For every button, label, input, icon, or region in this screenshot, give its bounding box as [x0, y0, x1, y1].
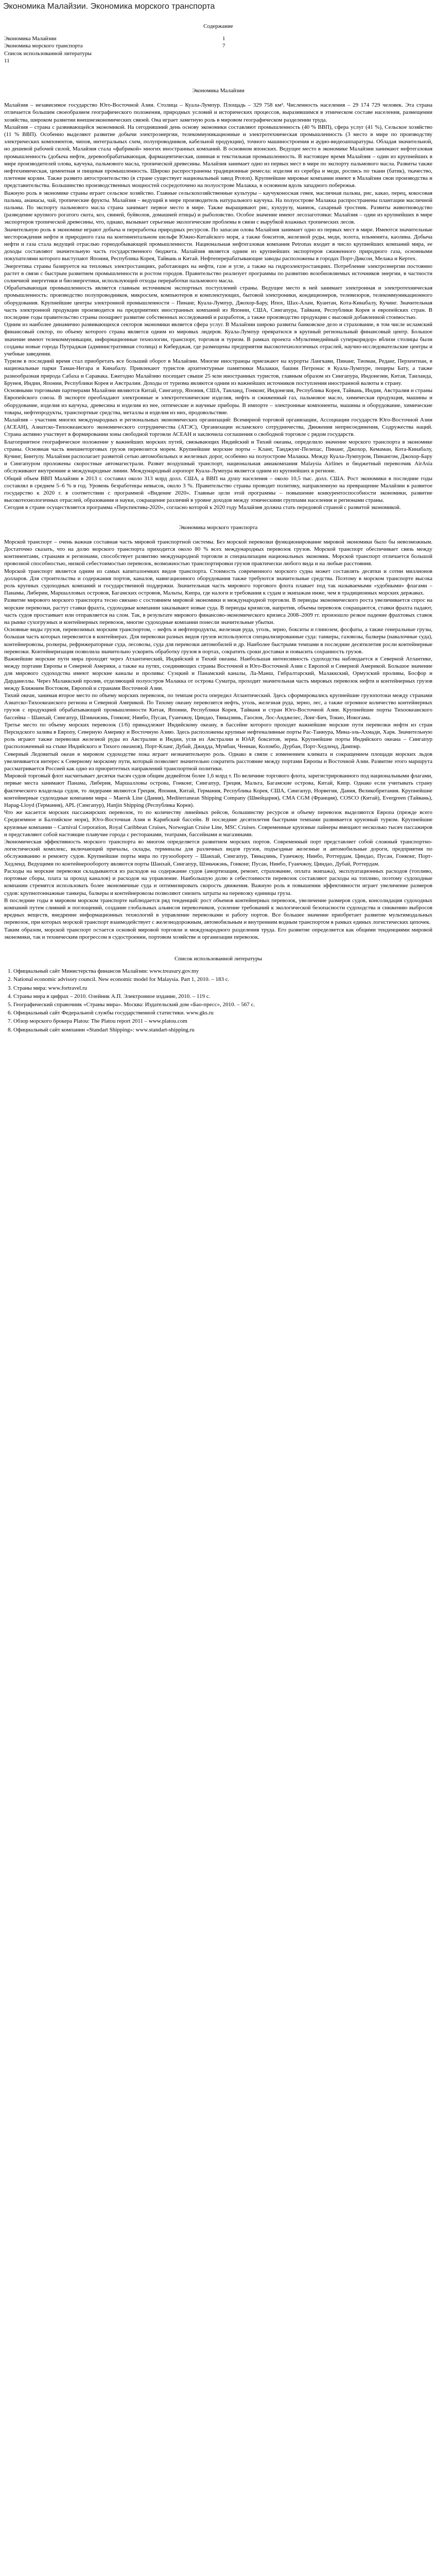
paragraph: Малайзия – независимое государство Юго-Восточной Азии. Столица – Куала-Лумпур. Площадь – 329 758 км². Численность населения – 29 174 729 человек. Эта страна отличается большим своеобразием географического положения, природных условий и исторических процессов, выразившимся в этническом составе населения, размещении хозяйства, широком развитии внешнеэкономических связей. Она играет заметную роль в мировом географическом разделении труда.: [4, 102, 432, 123]
reference-item: 7. Обзор морского брокера Platou: The Platou report 2011 – www.platou.com: [13, 1018, 432, 1025]
paragraph: Важную роль в экономике страны играет сельское хозяйство. Главные сельскохозяйственные культуры – каучуконосная гевея, масличная пальма, рис, какао, перец, кокосовая пальма, ананасы, чай, тропические фрукты. Малайзия – ведущий в мире производитель натурального каучука. На полуострове Малакка распространены плантации масличной пальмы. По экспорту пальмового масла страна занимает первое место в мире. Также выращивают рис, кукурузу, маниок, сахарный тростник. Развиты животноводство (разведение крупного рогатого скота, коз, свиней, буйволов, домашней птицы) и рыболовство. Особое значение имеют лесозаготовки: Малайзия – один из крупнейших в мире экспортеров тропической древесины, что, однако, вызывает серьезные экологические проблемы в связи с вырубкой влажных тропических лесов.: [4, 190, 432, 226]
toc-label: Экономика Малайзии: [4, 36, 57, 42]
toc-label: Список использованной литературы: [4, 50, 92, 57]
paragraph: В последние годы в мировом морском транспорте наблюдается ряд тенденций: рост объемов контейнерных перевозок, увеличение размеров судов, консолидация судоходных компаний путем слияний и поглощений, создание глобальных альянсов перевозчиков, усиление требований к экологической безопасности судоходства и снижению выбросов вредных веществ, внедрение информационных технологий в управление перевозками и работу портов. Все большее значение приобретает развитие мультимодальных перевозок, при которых морской транспорт взаимодействует с железнодорожным, автомобильным и внутренним водным транспортом в рамках единых логистических цепочек.: [4, 897, 432, 926]
table-of-contents: [4, 35, 432, 64]
paragraph: Одним из наиболее динамично развивающихся секторов экономики является сфера услуг. В Малайзии широко развиты банковское дело и страхование, в том числе исламский финансовый сектор, по объему которого страна является одним из мировых лидеров. Куала-Лумпур превратился в крупный региональный финансовый центр. Большое значение имеют телекоммуникации, информационные технологии, транспорт, торговля и туризм. В рамках проекта «Мультимедийный суперкоридор» вблизи столицы были созданы новые города Путраджая (административная столица) и Киберджая, где размещены предприятия высокотехнологичных отраслей, научно-исследовательские центры и учебные заведения.: [4, 321, 432, 358]
toc-heading: Содержание: [203, 23, 233, 29]
reference-item: 3. Страны мира: www.fortravel.ru: [13, 985, 432, 992]
toc-page-number-overflow: 11: [4, 57, 10, 64]
paragraph: Морской транспорт является одним из самых капиталоемких видов транспорта. Стоимость современного морского судна может составлять десятки и сотни миллионов долларов. Для строительства и содержания портов, каналов, навигационного оборудования также требуются значительные средства. Поэтому в морском транспорте высока роль крупных судоходных компаний и государственной поддержки. Значительная часть мирового торгового флота плавает под так называемыми «удобными» флагами – Панамы, Либерии, Маршалловых островов, Багамских островов, Мальты, Кипра, где налоги и требования к судам и экипажам ниже, чем в традиционных морских державах.: [4, 568, 432, 597]
section-heading-malaysia: Экономика Малайзии: [192, 87, 245, 94]
paragraph: Экономическая эффективность морского транспорта во многом определяется развитием морских портов. Современный порт представляет собой сложный транспортно-логистический комплекс, включающий причалы, склады, терминалы для различных видов грузов, подъездные железные и автомобильные дороги, предприятия по обслуживанию и ремонту судов. Крупнейшие порты мира по грузообороту – Шанхай, Сингапур, Тяньцзинь, Гуанчжоу, Нинбо, Роттердам, Циндао, Пусан, Гонконг, Порт-Хедленд. Ведущими по контейнерообороту являются порты Шанхай, Сингапур, Шэньчжэнь, Гонконг, Пусан, Нинбо, Гуанчжоу, Циндао, Дубай, Роттердам.: [4, 839, 432, 867]
paragraph: Туризм в последний время стал приобретать все больший оборот в Малайзии. Многие иностранцы приезжают на курорты Лангкави, Пинанг, Тиоман, Реданг, Перхентиан, в национальные парки Таман-Негара и Кинабалу. Привлекают туристов архитектурные памятники Малакки, башни Петронас в Куала-Лумпуре, пещеры Бату, а также разнообразная природа Сабаха и Саравака. Ежегодно Малайзию посещает свыше 25 млн иностранных туристов, главным образом из Сингапура, Индонезии, Китая, Таиланда, Брунея, Индии, Японии, Республики Корея и Австралии. Доходы от туризма являются одним из важнейших источников поступления иностранной валюты в страну.: [4, 358, 432, 386]
paragraph: Общий объем ВВП Малайзии в 2013 г. составил около 313 млрд долл. США, а ВВП на душу населения – около 10,5 тыс. долл. США. Рост экономики в последние годы составлял в среднем 5–6 % в год. Уровень безработицы невысок, около 3 %. Правительство страны проводит политику, направленную на превращение Малайзии в развитое государство к 2020 г. в соответствии с программой «Видение 2020». Главные цели этой программы – повышение конкурентоспособности экономики, развитие высокотехнологичных отраслей, образования и науки, сокращение различий в уровне доходов между этническими группами населения и регионами страны.: [4, 475, 432, 504]
paragraph: Малайзия – страна с развивающейся экономикой. На сегодняшний день основу экономики составляют промышленность (40 % ВВП), сфера услуг (41 %), Сельское хозяйство (11 % ВВП). Особенно выделяют развитие добычи электроэнергии, телекоммуникационные и электротехническая промышленность (3 место в мире по производству электрических компонентов, чипов, интегральных схем, полупроводников, кабельной продукции), точного машиностроения и аудио-видеоаппаратуры. Обладая значительной, но дешевой рабочей силой, Малайзия стала «фабрикой» многих иностранных компаний. В основном японских. Ведущее место в экономике Малайзии занимают нефтегазовая промышленность (добыча нефти, деревообрабатывающая, фармацевтическая, шинная и текстильная промышленность. В настоящее время Малайзия – один из крупнейших в мире производителей олова, каучука, пальмового масла, тропической древесины. Малайзия занимает одно из первых мест в мире по экспорту пальмового масла. Развиты также нефтехимическая, цементная и пищевая промышленность. Широко распространены традиционные ремесла: изделия из серебра и меди, роспись по ткани (батик), ткачество, плетение корзин. Также развито автостроительство (в стране существует национальный завод Proton). Крупнейшие мировые компании имеют в Малайзии свои производства и представительства. Большинство производственных мощностей сосредоточено на полуострове Малакка, в основном вдоль западного побережья.: [4, 124, 432, 189]
paragraph: Третье место по объему морских перевозок (1/6) принадлежит Индийскому океану, в бассейне которого проходят важнейшие морские пути перевозки нефти из стран Персидского залива в Европу, Северную Америку и Восточную Азию. Здесь расположены крупные нефтеналивные порты Рас-Таннура, Мина-эль-Ахмади, Харк. Значительную роль играют также перевозки железной руды из Австралии и Индии, угля из Австралии и ЮАР, бокситов, зерна. Крупнейшие порты Индийского океана – Сингапур (расположенный на стыке Индийского и Тихого океанов), Порт-Кланг, Дубай, Джидда, Мумбаи, Ченнаи, Коломбо, Дурбан, Порт-Хедленд, Дампир.: [4, 721, 432, 750]
paragraph: Развитие мирового морского транспорта тесно связано с состоянием мировой экономики и международной торговли. В периоды экономического роста увеличивается спрос на морские перевозки, растут ставки фрахта, судоходные компании заказывают новые суда. В периоды кризисов, напротив, объемы перевозок сокращаются, ставки фрахта падают, часть судов простаивает или отправляется на слом. Так, в результате мирового финансово-экономического кризиса 2008–2009 гг. произошло резкое падение фрахтовых ставок на рынке сухогрузных и контейнерных перевозок, многие судоходные компании понесли значительные убытки.: [4, 597, 432, 625]
references-list: [4, 968, 432, 1033]
toc-row: [4, 35, 432, 42]
reference-item: 1. Официальный сайт Министерства финансов Малайзии: www.treasury.gov.my: [13, 968, 432, 975]
paragraph: Морской транспорт – очень важная составная часть мировой транспортной системы. Без морской перевозки функционирование мировой экономики было бы невозможным. Достаточно сказать, что на долю морского транспорта приходится около 80 % всех международных перевозок грузов. Морской транспорт обеспечивает связь между континентами, странами и регионами, способствует развитию международной торговли и специализации национальных экономик. Морской транспорт отличается большой провозной способностью, низкой себестоимостью перевозок, возможностью транспортировки грузов практически любого вида и на любые расстояния.: [4, 538, 432, 567]
toc-page-number: 7: [222, 43, 225, 49]
document-body: [4, 19, 432, 1035]
section-body-maritime: [4, 538, 432, 941]
paragraph: Таким образом, морской транспорт остается основой мировой торговли и международного разделения труда. Его развитие определяется как общими тенденциями мировой экономики, так и техническим прогрессом в судостроении, портовом хозяйстве и организации перевозок.: [4, 926, 432, 940]
paragraph: Важнейшие морские пути мира проходят через Атлантический, Индийский и Тихий океаны. Наибольшая интенсивность судоходства наблюдается в Северной Атлантике, между портами Европы и Северной Америки, а также на путях, соединяющих страны Восточной и Юго-Восточной Азии с Европой и Северной Америкой. Большое значение для мирового судоходства имеют морские каналы и проливы: Суэцкий и Панамский каналы, Ла-Манш, Гибралтарский, Малаккский, Ормузский проливы, Босфор и Дарданеллы. Через Малаккский пролив, отделяющий полуостров Малакка от острова Суматра, проходит значительная часть мировых перевозок нефти и контейнерных грузов между Ближним Востоком, Европой и странами Восточной Азии.: [4, 656, 432, 691]
reference-item: 8. Официальный сайт компании «Standart Shipping»: www.standart-shipping.ru: [13, 1026, 432, 1033]
toc-row: [4, 42, 432, 49]
paragraph: Тихий океан, занимая второе место по объему морских перевозок, по темпам роста опередил Атлантический. Здесь сформировались крупнейшие грузопотоки между странами Азиатско-Тихоокеанского региона и Северной Америкой. По Тихому океану перевозятся нефть, уголь, железная руда, зерно, лес, а также огромное количество контейнерных грузов с продукцией обрабатывающей промышленности Китая, Японии, Республики Корея, Тайваня и стран Юго-Восточной Азии. Крупнейшие порты Тихоокеанского бассейна – Шанхай, Сингапур, Шэньчжэнь, Гонконг, Нинбо, Пусан, Гуанчжоу, Циндао, Тяньцзинь, Гаосюн, Лос-Анджелес, Лонг-Бич, Токио, Иокогама.: [4, 692, 432, 721]
paragraph: Энергетика страны базируется на тепловых электростанциях, работающих на нефти, газе и угле, а также на гидроэлектростанциях. Потребление электроэнергии постоянно растет в связи с быстрым развитием промышленности и ростом городов. Правительство реализует программы по развитию возобновляемых источников энергии, в частности солнечной энергетики и биоэнергетики, использующей отходы переработки пальмового масла.: [4, 263, 432, 284]
paragraph: Основными торговыми партнерами Малайзии являются Китай, Сингапур, Япония, США, Таиланд, Гонконг, Индонезия, Республика Корея, Тайвань, Индия, Австралия и страны Европейского союза. В экспорте преобладают электронные и электротехнические изделия, нефть и сжиженный газ, пальмовое масло, химическая продукция, машины и оборудование, изделия из каучука, древесина и изделия из нее, оптические и научные приборы. В импорте – электронные компоненты, машины и оборудование, химические товары, нефтепродукты, транспортные средства, металлы и изделия из них, продовольствие.: [4, 387, 432, 416]
reference-item: 4. Страны мира в цифрах – 2010. Олейник А.П. Электронное издание, 2010. – 119 с.: [13, 993, 432, 1000]
toc-label: Экономика морского транспорта: [4, 43, 83, 49]
paragraph: Малайзия – участник многих международных и региональных экономических организаций: Всемирной торговой организации, Ассоциации государств Юго-Восточной Азии (АСЕАН), Азиатско-Тихоокеанского экономического сотрудничества (АТЭС), Организации исламского сотрудничества, Движения неприсоединения, Содружества наций. Страна активно участвует в формировании зоны свободной торговли АСЕАН и заключила соглашения о свободной торговле с рядом государств.: [4, 416, 432, 438]
references-heading: Список использованной литературы: [175, 955, 262, 962]
paragraph: Обрабатывающая промышленность является главным источником экспортных поступлений страны. Ведущее место в ней занимает электронная и электротехническая промышленность: производство полупроводников, микросхем, компьютеров и комплектующих, бытовой электроники, кондиционеров, телевизоров, телекоммуникационного оборудования. Крупнейшие центры электронной промышленности – Пинанг, Куала-Лумпур, Джохор-Бару, Ипох, Шах-Алам, Куантан, Кота-Кинабалу, Кучинг. Значительная часть электронной продукции производится на предприятиях иностранных компаний из Японии, США, Сингапура, Тайваня, Республики Корея и европейских стран. В последние годы правительство страны поощряет развитие собственных исследований и разработок, а также производство продукции с высокой добавленной стоимостью.: [4, 285, 432, 321]
document-title: Экономика Малайзии. Экономика морского транспорта: [3, 2, 215, 11]
paragraph: Сегодня в стране осуществляется программа «Перспектива-2020», согласно которой к 2020 году Малайзия должна стать передовой страной с развитой экономикой.: [4, 504, 401, 511]
toc-page-number: 1: [222, 36, 225, 42]
reference-item: 6. Официальный сайт Федеральной службы государственной статистики. www.gks.ru: [13, 1009, 432, 1016]
paragraph: Благоприятное географическое положение у важнейших морских путей, связывающих Индийский и Тихий океаны, определило значение морского транспорта в экономике страны. Основная часть внешнеторговых грузов перевозится морем. Крупнейшие морские порты – Кланг, Танджунг-Пелепас, Пинанг, Джохор, Кемаман, Кота-Кинабалу, Кучинг, Бинтулу. Малайзия располагает развитой сетью автомобильных и железных дорог, особенно на полуострове Малакка. Между Куала-Лумпуром, Пинангом, Джохор-Бару и Сингапуром проложены скоростные автомагистрали. Развит воздушный транспорт, национальная авиакомпания Malaysia Airlines и бюджетный перевозчик AirAsia обслуживают внутренние и международные линии. Международный аэропорт Куала-Лумпура является одним из крупнейших в регионе.: [4, 438, 432, 474]
section-body-malaysia: [4, 101, 432, 511]
section-heading-maritime: Экономика морского транспорта: [179, 524, 258, 531]
paragraph: Северный Ледовитый океан в мировом судоходстве пока играет незначительную роль. Однако в связи с изменением климата и сокращением площади морских льдов увеличивается интерес к Северному морскому пути, который позволяет значительно сократить расстояние между портами Европы и Восточной Азии. Развитие этого маршрута рассматривается Россией как одно из приоритетных направлений транспортной политики.: [4, 751, 432, 772]
reference-item: 5. Географический справочник «Страны мира». Москва: Издательский дом «Бао-пресс», 2010. – 567 с.: [13, 1001, 432, 1008]
paragraph: Мировой торговый флот насчитывает десятки тысяч судов общим дедвейтом более 1,6 млрд т. По величине торгового флота, зарегистрированного под национальными флагами, первые места занимают Панама, Либерия, Маршалловы острова, Гонконг, Сингапур, Греция, Мальта, Багамские острова, Китай, Кипр. Однако если учитывать страну фактического владельца судов, то лидерами являются Греция, Япония, Китай, Германия, Республика Корея, США, Сингапур, Норвегия, Дания, Великобритания. Крупнейшие контейнерные судоходные компании мира – Maersk Line (Дания), Mediterranean Shipping Company (Швейцария), CMA CGM (Франция), COSCO (Китай), Evergreen (Тайвань), Hapag-Lloyd (Германия), APL (Сингапур), Hanjin Shipping (Республика Корея).: [4, 773, 432, 809]
paragraph: Основные виды грузов, перевозимых морским транспортом, – нефть и нефтепродукты, железная руда, уголь, зерно, бокситы и глинозем, фосфаты, а также генеральные грузы, большая часть которых перевозится в контейнерах. Для перевозки разных видов грузов используются специализированные суда: танкеры, газовозы, балкеры (навалочные суда), контейнеровозы, ролкеры, рефрижераторные суда, лесовозы, суда для перевозки автомобилей и др. Наиболее быстрыми темпами в последние десятилетия росли контейнерные перевозки. Контейнеризация позволила значительно ускорить обработку грузов в портах, сократить сроки доставки и повысить сохранность грузов.: [4, 626, 432, 655]
paragraph: Расходы на морские перевозки складываются из расходов на содержание судов (амортизация, ремонт, страхование, оплата экипажа), эксплуатационных расходов (топливо, портовые сборы, плата за проход каналов) и расходов на управление. Наибольшую долю в себестоимости перевозок составляют расходы на топливо, поэтому судоходные компании стремятся использовать более экономичные суда и оптимизировать скорость движения. Важную роль в повышении эффективности играет увеличение размеров судов: крупнотоннажные танкеры, балкеры и контейнеровозы позволяют снизить затраты на перевозку единицы груза.: [4, 868, 432, 896]
reference-item: 2. National economic advisory council. New economic model for Malaysia. Part 1, 2010. – 183 c.: [13, 976, 432, 983]
toc-row: [4, 50, 432, 57]
paragraph: Что же касается морских пассажирских перевозок, то по количеству линейных рейсов, большинству ресурсов и объему перевозок выделяются Европа (прежде всего Средиземное и Балтийское моря), Юго-Восточная Азия и Карибский бассейн. В последние десятилетия быстрыми темпами развивается круизный туризм. Крупнейшие круизные компании – Carnival Corporation, Royal Caribbean Cruises, Norwegian Cruise Line, MSC Cruises. Современные круизные лайнеры вмещают несколько тысяч пассажиров и представляют собой настоящие плавучие города с ресторанами, театрами, бассейнами и магазинами.: [4, 809, 432, 838]
paragraph: Значительную роль в экономике играют добыча и переработка природных ресурсов. По запасам олова Малайзия занимает одно из первых мест в мире. Имеются значительные месторождения нефти и природного газа на континентальном шельфе Южно-Китайского моря, а также бокситов, железной руды, меди, золота, ильменита, каолина. Добыча нефти и газа стала ведущей отраслью горнодобывающей промышленности. Национальная нефтегазовая компания Petronas входит в число крупнейших компаний мира, ее доходы составляют значительную часть государственного бюджета. Малайзия является одним из крупнейших экспортеров сжиженного природного газа, основными покупателями которого выступают Япония, Республика Корея, Тайвань и Китай. Нефтеперерабатывающие заводы расположены в городах Порт-Диксон, Мелака и Кертех.: [4, 226, 432, 262]
